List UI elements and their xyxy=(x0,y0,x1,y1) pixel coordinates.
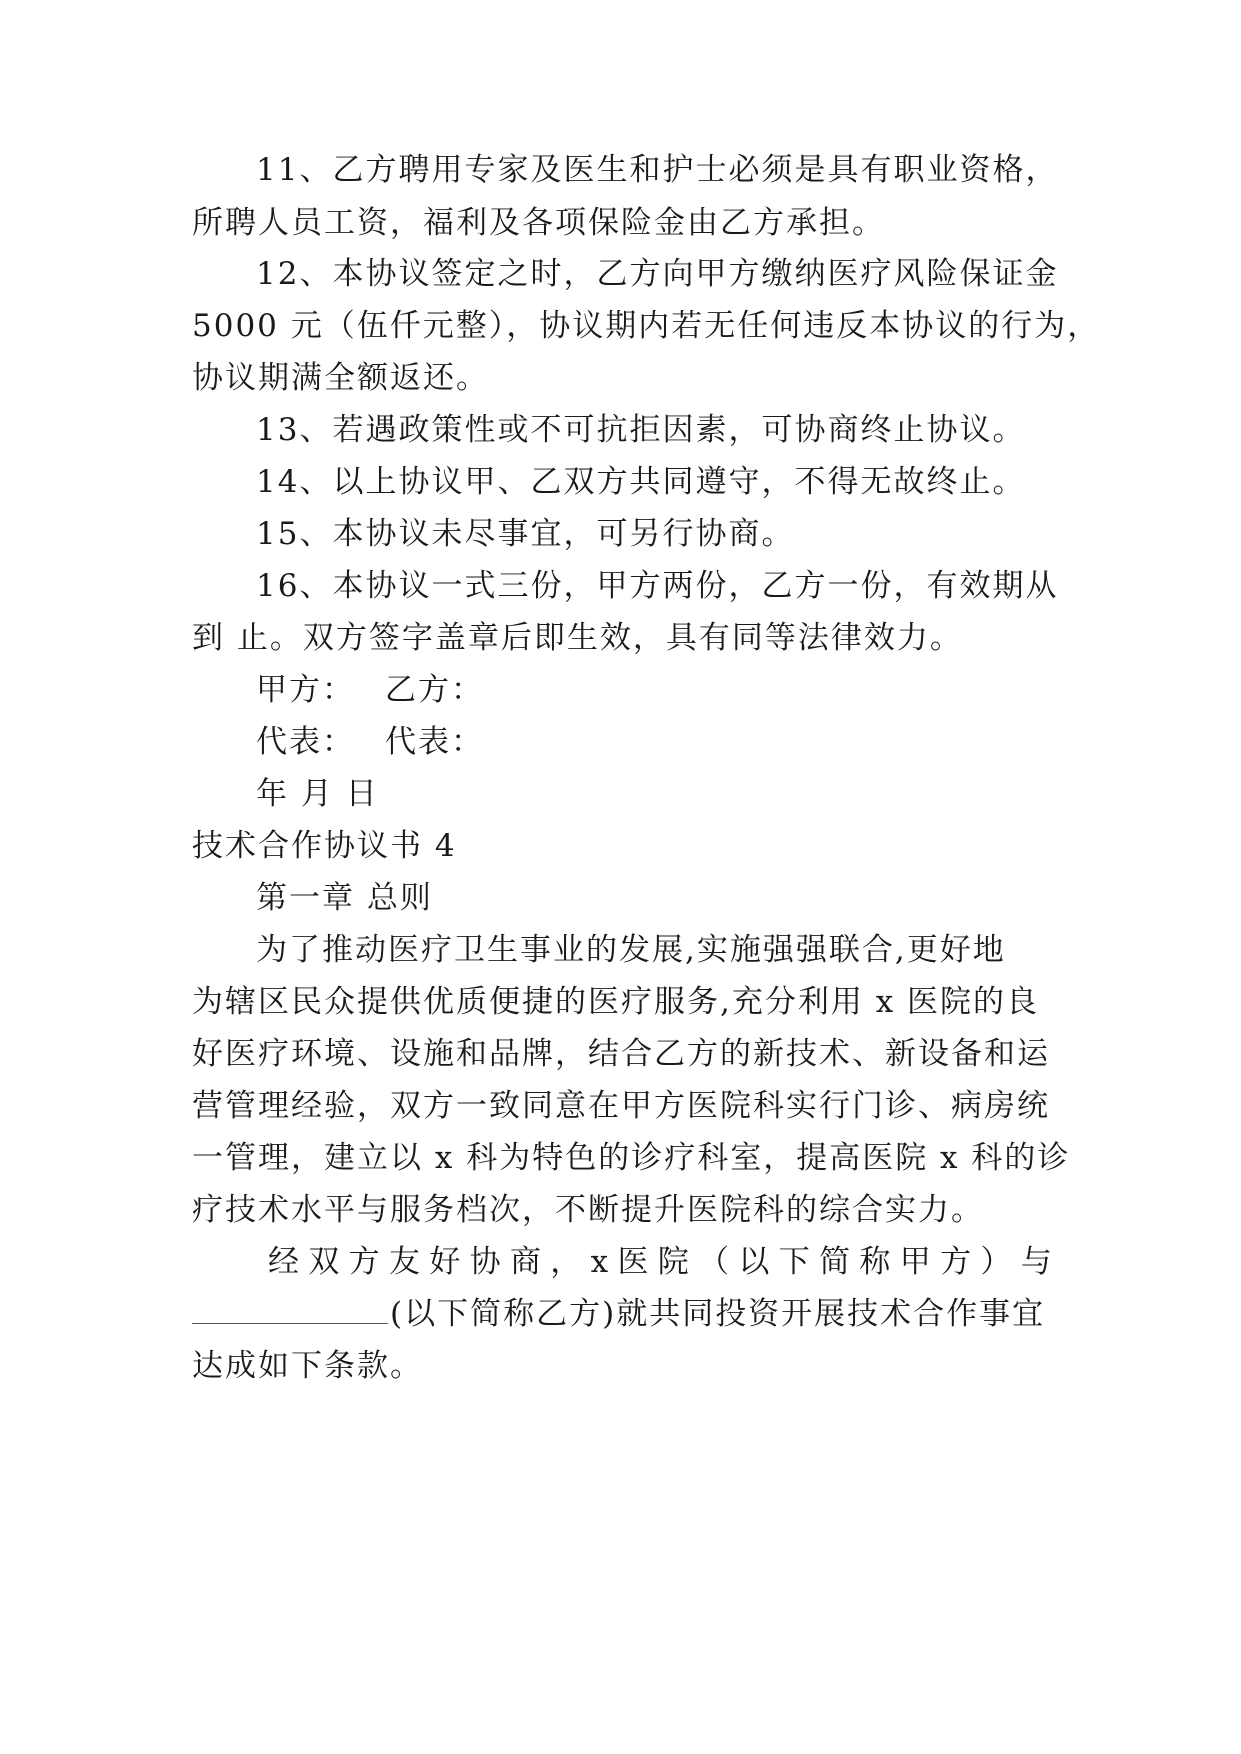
intro-line-2: 为辖区民众提供优质便捷的医疗服务,充分利用 x 医院的良 xyxy=(192,984,1040,1020)
date-line: 年 月 日 xyxy=(256,776,379,812)
consult-word: 协 xyxy=(469,1244,501,1280)
intro-line-1: 为了推动医疗卫生事业的发展,实施强强联合,更好地 xyxy=(256,932,1006,968)
rep-a-label: 代表： xyxy=(256,724,355,760)
consult-word: 以 xyxy=(738,1244,770,1280)
section-title: 技术合作协议书 4 xyxy=(192,828,457,864)
consult-word: 方 xyxy=(348,1244,380,1280)
party-a-label: 甲方： xyxy=(256,672,355,708)
representative-row xyxy=(256,722,1116,762)
consult-word: x xyxy=(590,1244,609,1280)
intro-line-3: 好医疗环境、设施和品牌，结合乙方的新技术、新设备和运 xyxy=(192,1036,1050,1072)
consult-word: 医 xyxy=(617,1244,649,1280)
clause-15: 15、本协议未尽事宜，可另行协商。 xyxy=(256,516,795,552)
consult-word: 双 xyxy=(308,1244,340,1280)
clause-16-line-1: 16、本协议一式三份，甲方两份，乙方一份，有效期从 xyxy=(256,568,1059,604)
consult-line-2 xyxy=(192,1294,1052,1334)
consult-line-2-text: (以下简称乙方)就共同投资开展技术合作事宜 xyxy=(390,1296,1046,1332)
blank-fill-line xyxy=(192,1295,388,1324)
consult-word: 院 xyxy=(657,1244,689,1280)
consult-word: ） xyxy=(980,1244,1012,1280)
consult-line-1 xyxy=(268,1242,1052,1282)
intro-line-6: 疗技术水平与服务档次，不断提升医院科的综合实力。 xyxy=(192,1192,984,1228)
clause-11-line-2: 所聘人员工资，福利及各项保险金由乙方承担。 xyxy=(192,205,885,241)
intro-line-5: 一管理，建立以 x 科为特色的诊疗科室，提高医院 x 科的诊 xyxy=(192,1140,1071,1176)
clause-11-line-1: 11、乙方聘用专家及医生和护士必须是具有职业资格， xyxy=(256,152,1059,188)
consult-word: 方 xyxy=(940,1244,972,1280)
clause-14: 14、以上协议甲、乙双方共同遵守，不得无故终止。 xyxy=(256,464,1026,500)
consult-word: ， xyxy=(550,1244,582,1280)
consult-word: 经 xyxy=(268,1244,299,1280)
consult-word: 商 xyxy=(509,1244,541,1280)
party-b-label: 乙方： xyxy=(385,672,484,708)
clause-13: 13、若遇政策性或不可抗拒因素，可协商终止协议。 xyxy=(256,412,1026,448)
consult-line-3: 达成如下条款。 xyxy=(192,1348,423,1384)
consult-word: 称 xyxy=(859,1244,891,1280)
clause-16-line-2: 到 止。双方签字盖章后即生效，具有同等法律效力。 xyxy=(192,620,963,656)
party-row xyxy=(256,670,1116,710)
consult-word: 简 xyxy=(819,1244,851,1280)
consult-word: 下 xyxy=(778,1244,810,1280)
clause-12-line-2: 5000 元（伍仟元整），协议期内若无任何违反本协议的行为， xyxy=(192,308,1101,344)
clause-12-line-1: 12、本协议签定之时，乙方向甲方缴纳医疗风险保证金 xyxy=(256,256,1059,292)
clause-12-line-3: 协议期满全额返还。 xyxy=(192,360,489,396)
consult-word: （ xyxy=(698,1244,730,1280)
chapter-heading: 第一章 总则 xyxy=(256,880,433,916)
intro-line-4: 营管理经验，双方一致同意在甲方医院科实行门诊、病房统 xyxy=(192,1088,1050,1124)
consult-word: 甲 xyxy=(899,1244,931,1280)
consult-word: 与 xyxy=(1020,1244,1052,1280)
consult-word: 友 xyxy=(388,1244,420,1280)
consult-word: 好 xyxy=(429,1244,461,1280)
rep-b-label: 代表： xyxy=(385,724,484,760)
